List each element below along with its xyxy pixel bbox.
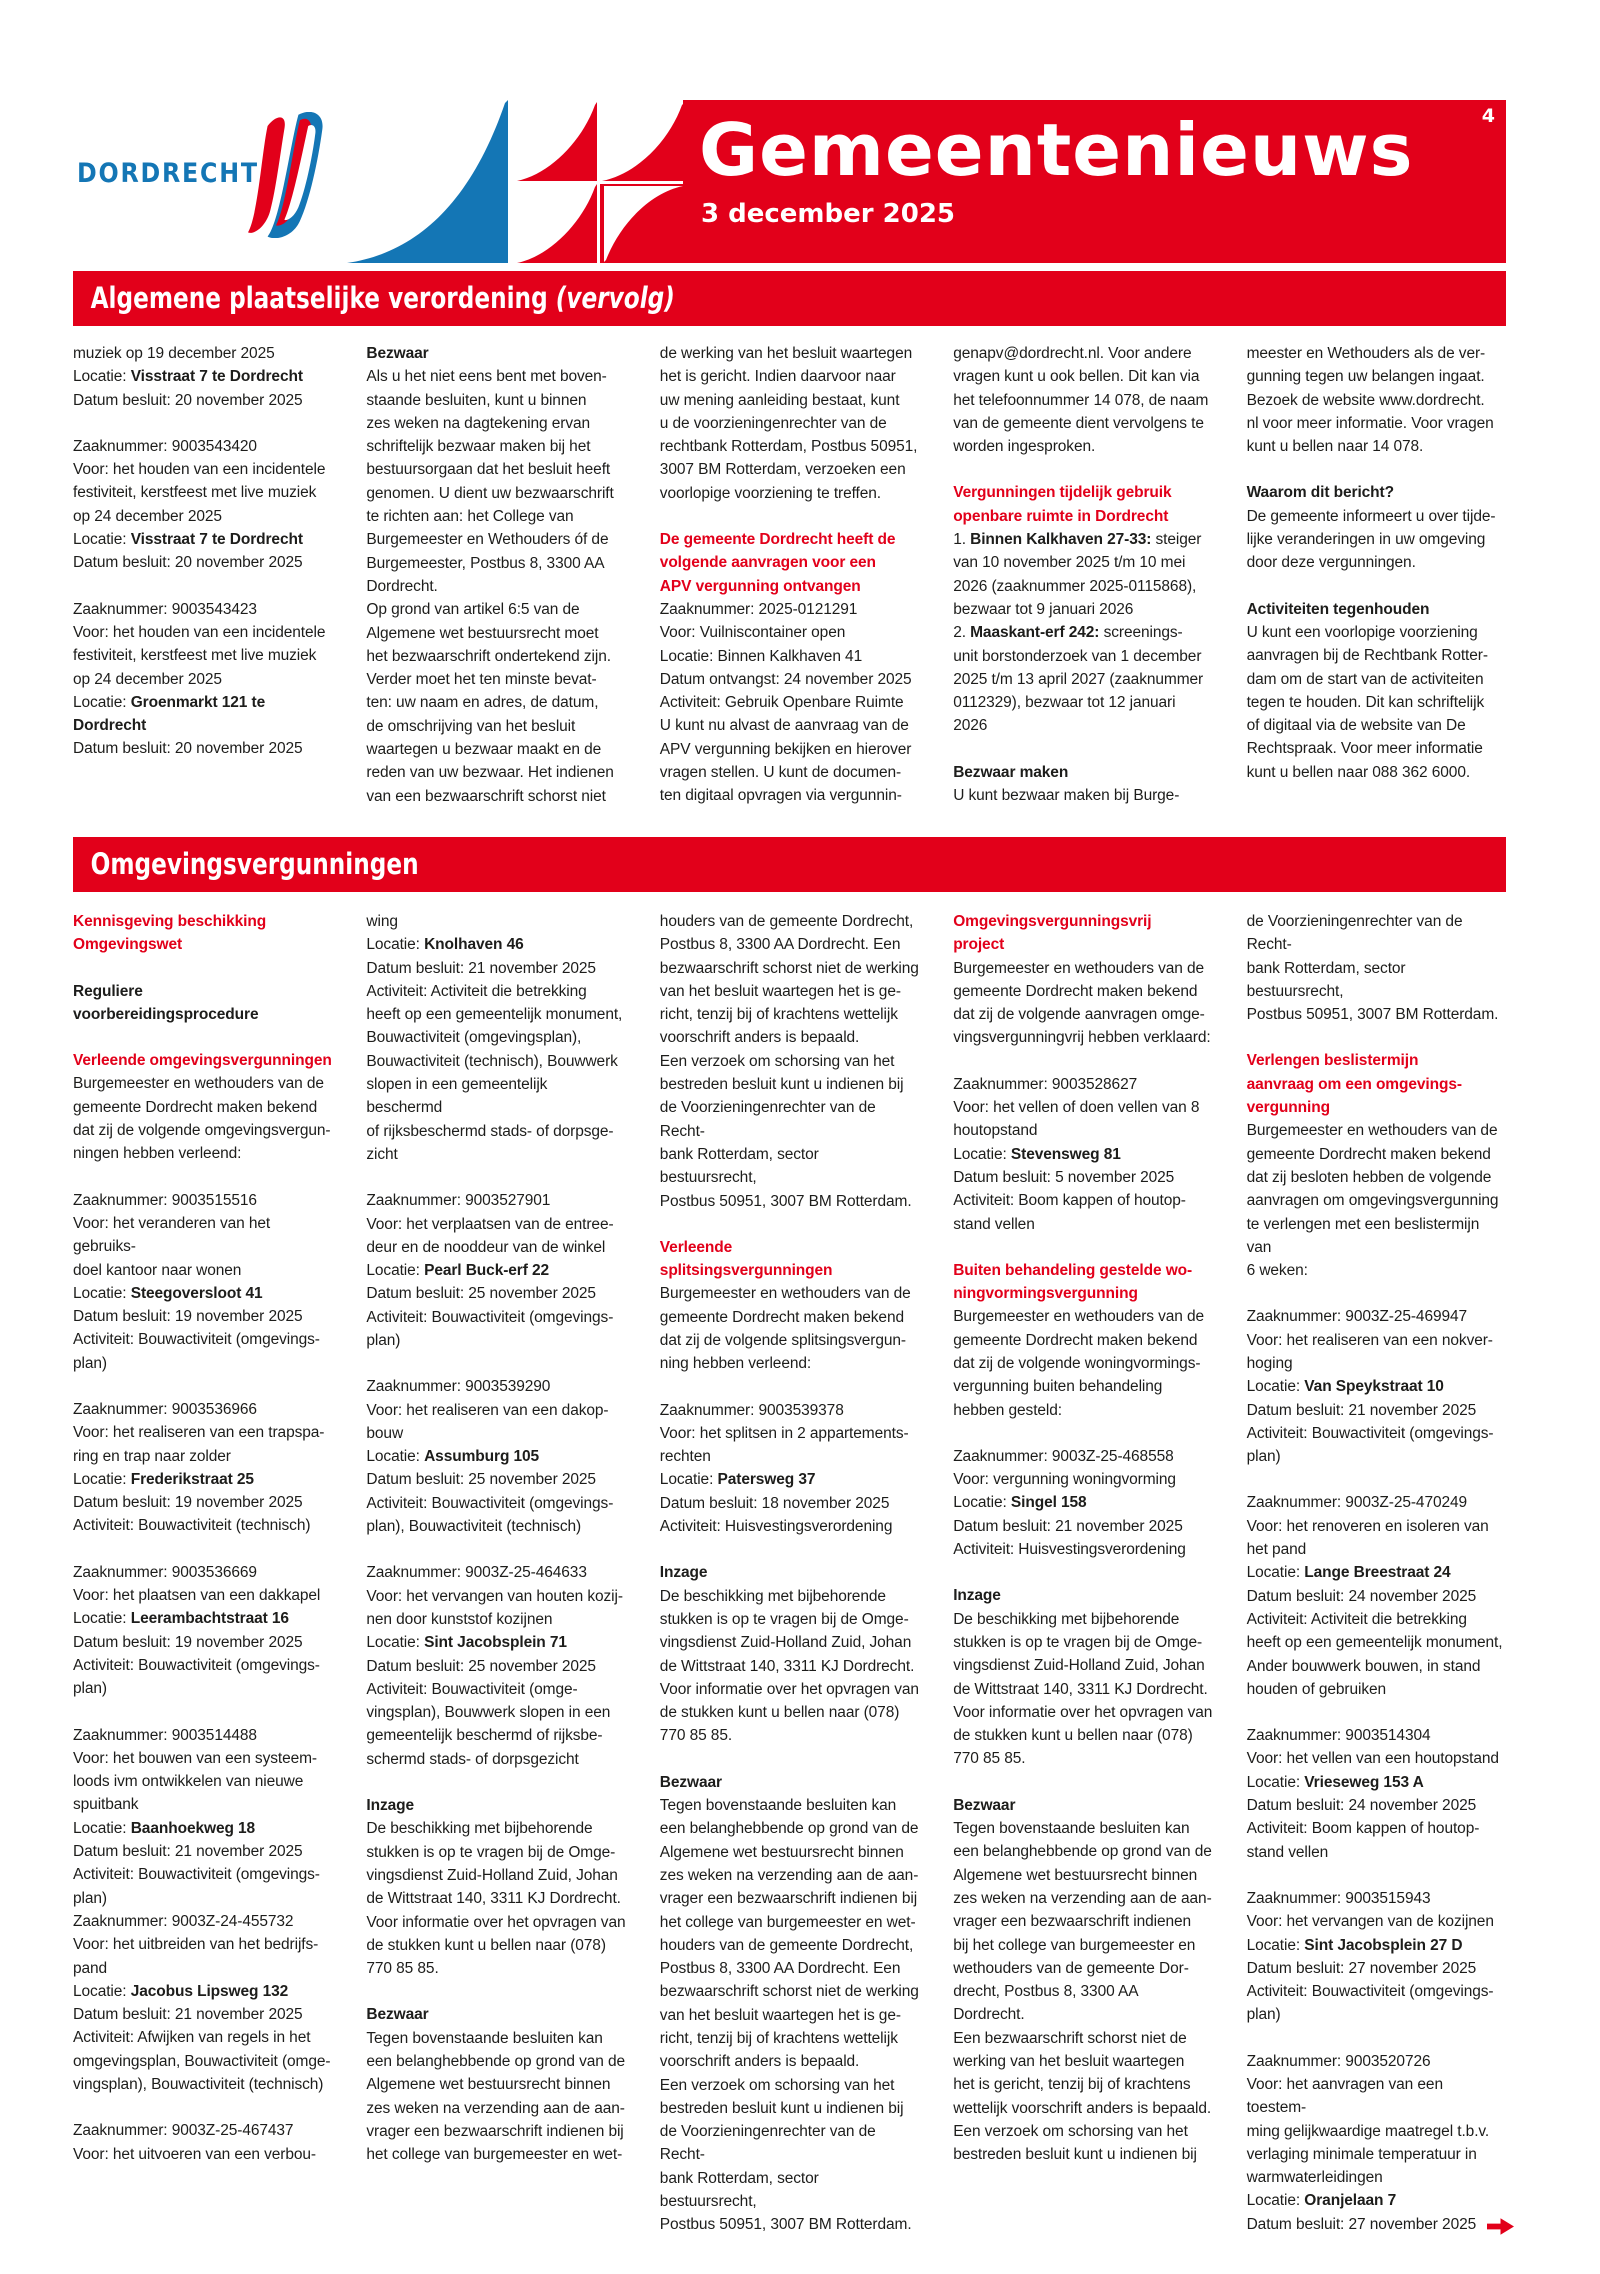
paragraph: de werking van het besluit waartegen het is gericht. Indien daarvoor naar uw mening aanleiding bestaat, kunt u de voorzieningenrechter van de rechtbank Rotterdam, Postbus 50951, 3007 BM Rotterdam, verzoeken een voorlopige voorziening te treffen. bbox=[659, 345, 918, 502]
paragraph: Tegen bovenstaande besluiten kan een belanghebbende op grond van de Algemene wet bestuursrecht binnen zes weken na verzending aan de aan- vrager een bezwaarschrift indienen bij het college van burgemeester en wet- bbox=[366, 2029, 626, 2164]
heading-dark: Inzage bbox=[659, 1564, 708, 1582]
heading-dark: Bezwaar bbox=[659, 1773, 722, 1791]
paragraph: Zaaknummer: 2025-0121291 Voor: Vuilniscontainer open Locatie: Binnen Kalkhaven 41 Datum ontvangst: 24 november 2025 Activiteit: Gebruik Openbare Ruimte U kunt nu alvast de aanvraag van de APV vergunning bekijken en hierover vragen stellen. U kunt de documen- ten digitaal opvragen via vergunnin- bbox=[659, 600, 912, 805]
page-number: 4 bbox=[1481, 105, 1495, 127]
paragraph: Burgemeester en wethouders van de gemeente Dordrecht maken bekend dat zij de volgende omgevingsvergun- ningen hebben verleend: bbox=[73, 1075, 331, 1163]
heading-red: Omgevingsvergunningsvrij project bbox=[953, 912, 1152, 954]
continue-arrow-icon bbox=[1487, 2218, 1514, 2235]
section-apv bbox=[0, 271, 1600, 808]
paragraph: Zaaknummer: 9003539378 Voor: het splitsen in 2 appartements- rechten Locatie: Patersweg 37 Datum besluit: 18 november 2025 Activiteit: Huisvestingsverordening bbox=[659, 1401, 909, 1536]
masthead-block bbox=[683, 100, 1506, 263]
paragraph: De beschikking met bijbehorende stukken is op te vragen bij de Omge- vingsdienst Zuid-Holland Zuid, Johan de Wittstraat 140, 3311 KJ Dordrecht. Voor informatie over het opvragen van de stukken kunt u bellen naar (078) 770 85 85. bbox=[659, 1587, 919, 1745]
paragraph: Zaaknummer: 9003Z-25-468558 Voor: vergunning woningvorming Locatie: Singel 158 Datum besluit: 21 november 2025 Activiteit: Huisvestingsverordening bbox=[953, 1447, 1186, 1559]
heading-dark: Bezwaar bbox=[366, 2006, 429, 2024]
paragraph: Zaaknummer: 9003536966 Voor: het realiseren van een trapspa- ring en trap naar zolder Locatie: Frederikstraat 25 Datum besluit: 19 november 2025 Activiteit: Bouwactiviteit (technisch) bbox=[73, 1400, 325, 1535]
paragraph: Burgemeester en wethouders van de gemeente Dordrecht maken bekend dat zij besloten hebben de volgende aanvragen om omgevingsvergunning te verlengen met een beslistermijn van 6 weken: bbox=[1246, 1122, 1499, 1280]
paragraph: Tegen bovenstaande besluiten kan een belanghebbende op grond van de Algemene wet bestuursrecht binnen zes weken na verzending aan de aan- vrager een bezwaarschrift indienen bij het college van burgemeester en wethouders van de gemeente Dor- drecht, Postbus 8, 3300 AA Dordrecht. Een bezwaarschrift schorst niet de werking van het besluit waartegen het is gericht, tenzij bij of krachtens wettelijk voorschrift anders is bepaald. Een verzoek om schorsing van het bestreden besluit kunt u indienen bij bbox=[953, 1820, 1212, 2164]
text-column bbox=[73, 342, 332, 761]
dordrecht-logo-text: DORDRECHT bbox=[77, 158, 259, 189]
text-column bbox=[953, 342, 1212, 807]
band-title bbox=[73, 837, 1219, 892]
paragraph: De gemeente informeert u over tijde- lijke veranderingen in uw omgeving door deze vergunningen. bbox=[1246, 507, 1496, 572]
heading-red: Vergunningen tijdelijk gebruik openbare ruimte in Dordrecht bbox=[953, 484, 1172, 525]
section-omgevingsvergunningen bbox=[0, 837, 1600, 2237]
heading-dark: Waarom dit bericht? bbox=[1246, 484, 1394, 502]
paragraph: Zaaknummer: 9003Z-25-464633 Voor: het vervangen van houten kozij- nen door kunststof kozijnen Locatie: Sint Jacobsplein 71 Datum besluit: 25 november 2025 Activiteit: Bouwactiviteit (omge- vingsplan), Bouwwerk slopen in een gemeentelijk beschermd of rijksbe- schermd stads- of dorpsgezicht bbox=[366, 1564, 623, 1768]
paragraph: Zaaknummer: 9003Z-25-469947 Voor: het realiseren van een nokver- hoging Locatie: Van Speykstraat 10 Datum besluit: 21 november 2025 Activiteit: Bouwactiviteit (omgevings- plan) bbox=[1246, 1308, 1494, 1466]
heading-red: Verlengen beslistermijn aanvraag om een omgevings- vergunning bbox=[1246, 1052, 1462, 1117]
paragraph: Zaaknummer: 9003520726 Voor: het aanvragen van een toestem- ming gelijkwaardige maatregel t.b.v. verlaging minimale temperatuur in warmwaterleidingen Locatie: Oranjelaan 7 Datum besluit: 27 november 2025 bbox=[1247, 2050, 1506, 2236]
heading-dark: Bezwaar maken bbox=[953, 763, 1069, 781]
heading-dark: Inzage bbox=[366, 1797, 415, 1815]
paragraph: De beschikking met bijbehorende stukken is op te vragen bij de Omge- vingsdienst Zuid-Holland Zuid, Johan de Wittstraat 140, 3311 KJ Dordrecht. Voor informatie over het opvragen van de stukken kunt u bellen naar (078) 770 85 85. bbox=[366, 1820, 626, 1978]
heading-dark: Activiteiten tegenhouden bbox=[1246, 600, 1430, 618]
paragraph: houders van de gemeente Dordrecht, Postbus 8, 3300 AA Dordrecht. Een bezwaarschrift schorst niet de werking van het besluit waartegen het is ge- richt, tenzij bij of krachtens wettelijk voorschrift anders is bepaald. Een verzoek om schorsing van het bestreden besluit kunt u indienen bij de Voorzieningenrechter van de Recht- bank Rotterdam, sector bestuursrecht, Postbus 50951, 3007 BM Rotterdam. bbox=[659, 912, 919, 1210]
paragraph: Zaaknummer: 9003515516 Voor: het veranderen van het gebruiks- doel kantoor naar wonen Locatie: Steegoversloot 41 Datum besluit: 19 november 2025 Activiteit: Bouwactiviteit (omgevings- plan) bbox=[73, 1191, 320, 1372]
paragraph: Burgemeester en wethouders van de gemeente Dordrecht maken bekend dat zij de volgende woningvormings- vergunning buiten behandeling hebben gesteld: bbox=[953, 1308, 1205, 1419]
text-column bbox=[73, 910, 332, 2166]
paragraph: Zaaknummer: 9003539290 Voor: het realiseren van een dakop- bouw Locatie: Assumburg 105 Datum besluit: 25 november 2025 Activiteit: Bouwactiviteit (omgevings- plan), Bouwactiviteit (technisch) bbox=[366, 1378, 614, 1536]
section-band bbox=[73, 271, 1506, 326]
paragraph: meester en Wethouders als de ver- gunning tegen uw belangen ingaat. Bezoek de website www.dordrecht. nl voor meer informatie. Voor vragen kunt u bellen naar 14 078. bbox=[1246, 345, 1494, 456]
band-title-italic: (vervolg) bbox=[555, 281, 675, 315]
paragraph: Als u het niet eens bent met boven- staande besluiten, kunt u binnen zes weken na dagtekening ervan schriftelijk bezwaar maken bij het bestuursorgaan dat het besluit heeft genomen. U dient uw bezwaarschrift te richten aan: het College van Burgemeester en Wethouders óf de Burgemeester, Postbus 8, 3300 AA Dordrecht. Op grond van artikel 6:5 van de Algemene wet bestuursrecht moet het bezwaarschrift ondertekend zijn. Verder moet het ten minste bevat- ten: uw naam en adres, de datum, de omschrijving van het besluit waartegen u bezwaar maakt en de reden van uw bezwaar. Het indienen van een bezwaarschrift schorst niet bbox=[366, 368, 614, 805]
heading-red: Verleende splitsingsvergunningen bbox=[659, 1238, 833, 1280]
text-column bbox=[1247, 910, 1506, 2236]
paragraph: Burgemeester en wethouders van de gemeente Dordrecht maken bekend dat zij de volgende aanvragen omge- vingsvergunningvrij hebben verklaard: bbox=[953, 959, 1211, 1047]
header-wave-decoration bbox=[345, 95, 685, 263]
paragraph: Zaaknummer: 9003528627 Voor: het vellen of doen vellen van 8 houtopstand Locatie: Stevensweg 81 Datum besluit: 5 november 2025 Activiteit: Boom kappen of houtop- stand vellen bbox=[953, 1075, 1200, 1233]
section-columns bbox=[73, 892, 1506, 2237]
heading-dark: Bezwaar bbox=[366, 345, 429, 362]
paragraph: muziek op 19 december 2025 Locatie: Visstraat 7 te Dordrecht Datum besluit: 20 november 2025 bbox=[73, 345, 303, 409]
dordrecht-flame-logo-icon bbox=[246, 112, 334, 238]
paragraph: genapv@dordrecht.nl. Voor andere vragen kunt u ook bellen. Dit kan via het telefoonnummer 14 078, de naam van de gemeente dient vervolgens te worden ingesproken. bbox=[953, 345, 1209, 456]
paragraph: 1. Binnen Kalkhaven 27-33: steiger van 10 november 2025 t/m 10 mei 2026 (zaaknummer 2025-0115868), bezwaar tot 9 januari 2026 2. Maaskant-erf 242: screenings- unit borstonderzoek van 1 december 2025 t/m 13 april 2027 (zaaknummer 0112329), bezwaar tot 12 januari 2026 bbox=[953, 531, 1204, 735]
paragraph: de Voorzieningenrechter van de Recht- bank Rotterdam, sector bestuursrecht, Postbus 50951, 3007 BM Rotterdam. bbox=[1246, 912, 1499, 1024]
heading-dark: Reguliere voorbereidingsprocedure bbox=[73, 982, 259, 1023]
section-columns bbox=[73, 326, 1506, 808]
heading-red: De gemeente Dordrecht heeft de volgende aanvragen voor een APV vergunning ontvangen bbox=[659, 531, 896, 595]
heading-dark: Inzage bbox=[953, 1587, 1001, 1605]
paragraph: U kunt bezwaar maken bij Burge- bbox=[953, 787, 1180, 805]
band-title-text: Omgevingsvergunningen bbox=[90, 846, 419, 881]
heading-red: Buiten behandeling gestelde wo- ningvormingsvergunning bbox=[953, 1261, 1193, 1303]
band-title bbox=[73, 271, 1219, 326]
paragraph: Burgemeester en wethouders van de gemeente Dordrecht maken bekend dat zij de volgende splitsingsvergun- ning hebben verleend: bbox=[659, 1285, 911, 1373]
paragraph: Zaaknummer: 9003514488 Voor: het bouwen van een systeem- loods ivm ontwikkelen van nieuwe spuitbank Locatie: Baanhoekweg 18 Datum besluit: 21 november 2025 Activiteit: Bouwactiviteit (omgevings- plan) Zaaknummer: 9003Z-24-455732 Voor: het uitbreiden van het bedrijfs- pand Locatie: Jacobus Lipsweg 132 Datum besluit: 21 november 2025 Activiteit: Afwijken van regels in het omgevingsplan, Bouwactiviteit (omge- vingsplan), Bouwactiviteit (technisch) bbox=[73, 1726, 331, 2093]
paragraph: wing Locatie: Knolhaven 46 Datum besluit: 21 november 2025 Activiteit: Activiteit die betrekking heeft op een gemeentelijk monument, Bouwactiviteit (omgevingsplan), Bouwactiviteit (technisch), Bouwwerk slopen in een gemeentelijk beschermd of rijksbeschermd stads- of dorpsge- zicht bbox=[366, 912, 623, 1163]
text-column bbox=[953, 910, 1212, 2167]
paragraph: Zaaknummer: 9003Z-25-467437 Voor: het uitvoeren van een verbou- bbox=[73, 2122, 316, 2163]
paragraph: Zaaknummer: 9003543423 Voor: het houden van een incidentele festiviteit, kerstfeest met live muziek op 24 december 2025 Locatie: Groenmarkt 121 te Dordrecht Datum besluit: 20 november 2025 bbox=[73, 600, 326, 758]
text-column bbox=[660, 910, 919, 2237]
text-column bbox=[366, 342, 625, 808]
page-title: Gemeentenieuws bbox=[699, 108, 1414, 192]
paragraph: Zaaknummer: 9003514304 Voor: het vellen van een houtopstand Locatie: Vrieseweg 153 A Datum besluit: 24 november 2025 Activiteit: Boom kappen of houtop- stand vellen bbox=[1246, 1727, 1499, 1861]
masthead-header bbox=[0, 0, 1600, 271]
text-column bbox=[660, 342, 919, 808]
paragraph: Zaaknummer: 9003527901 Voor: het verplaatsen van de entree- deur en de nooddeur van de winkel Locatie: Pearl Buck-erf 22 Datum besluit: 25 november 2025 Activiteit: Bouwactiviteit (omgevings- plan) bbox=[366, 1192, 614, 1349]
paragraph: Zaaknummer: 9003Z-25-470249 Voor: het renoveren en isoleren van het pand Locatie: Lange Breestraat 24 Datum besluit: 24 november 2025 Activiteit: Activiteit die betrekking heeft op een gemeentelijk monument, Ander bouwwerk bouwen, in stand houden of gebruiken bbox=[1246, 1494, 1503, 1698]
heading-red: Verleende omgevingsvergunningen bbox=[73, 1052, 332, 1070]
paragraph: Zaaknummer: 9003536669 Voor: het plaatsen van een dakkapel Locatie: Leerambachtstraat 16 Datum besluit: 19 november 2025 Activiteit: Bouwactiviteit (omgevings- plan) bbox=[73, 1563, 321, 1698]
paragraph: U kunt een voorlopige voorziening aanvragen bij de Rechtbank Rotter- dam om de start van de activiteiten tegen te houden. Dit kan schriftelijk of digitaal via de website van De Rechtspraak. Voor meer informatie kunt u bellen naar 088 362 6000. bbox=[1246, 623, 1488, 781]
section-band bbox=[73, 837, 1506, 892]
masthead-date: 3 december 2025 bbox=[701, 199, 956, 229]
paragraph: De beschikking met bijbehorende stukken is op te vragen bij de Omge- vingsdienst Zuid-Holland Zuid, Johan de Wittstraat 140, 3311 KJ Dordrecht. Voor informatie over het opvragen van de stukken kunt u bellen naar (078) 770 85 85. bbox=[953, 1610, 1213, 1768]
text-column bbox=[366, 910, 625, 2167]
paragraph: Zaaknummer: 9003515943 Voor: het vervangen van de kozijnen Locatie: Sint Jacobsplein 27 D Datum besluit: 27 november 2025 Activiteit: Bouwactiviteit (omgevings- plan) bbox=[1246, 1889, 1494, 2024]
heading-red: Kennisgeving beschikking Omgevingswet bbox=[73, 912, 267, 954]
paragraph: Zaaknummer: 9003543420 Voor: het houden van een incidentele festiviteit, kerstfeest met live muziek op 24 december 2025 Locatie: Visstraat 7 te Dordrecht Datum besluit: 20 november 2025 bbox=[73, 437, 326, 572]
band-title-text: Algemene plaatselijke verordening bbox=[90, 281, 556, 315]
paragraph: Tegen bovenstaande besluiten kan een belanghebbende op grond van de Algemene wet bestuursrecht binnen zes weken na verzending aan de aan- vrager een bezwaarschrift indienen bij het college van burgemeester en wet- houders van de gemeente Dordrecht, Postbus 8, 3300 AA Dordrecht. Een bezwaarschrift schorst niet de werking van het besluit waartegen het is ge- richt, tenzij bij of krachtens wettelijk voorschrift anders is bepaald. Een verzoek om schorsing van het bestreden besluit kunt u indienen bij de Voorzieningenrechter van de Recht- bank Rotterdam, sector bestuursrecht, Postbus 50951, 3007 BM Rotterdam. bbox=[659, 1797, 919, 2234]
text-column bbox=[1247, 342, 1506, 784]
heading-dark: Bezwaar bbox=[953, 1796, 1016, 1814]
